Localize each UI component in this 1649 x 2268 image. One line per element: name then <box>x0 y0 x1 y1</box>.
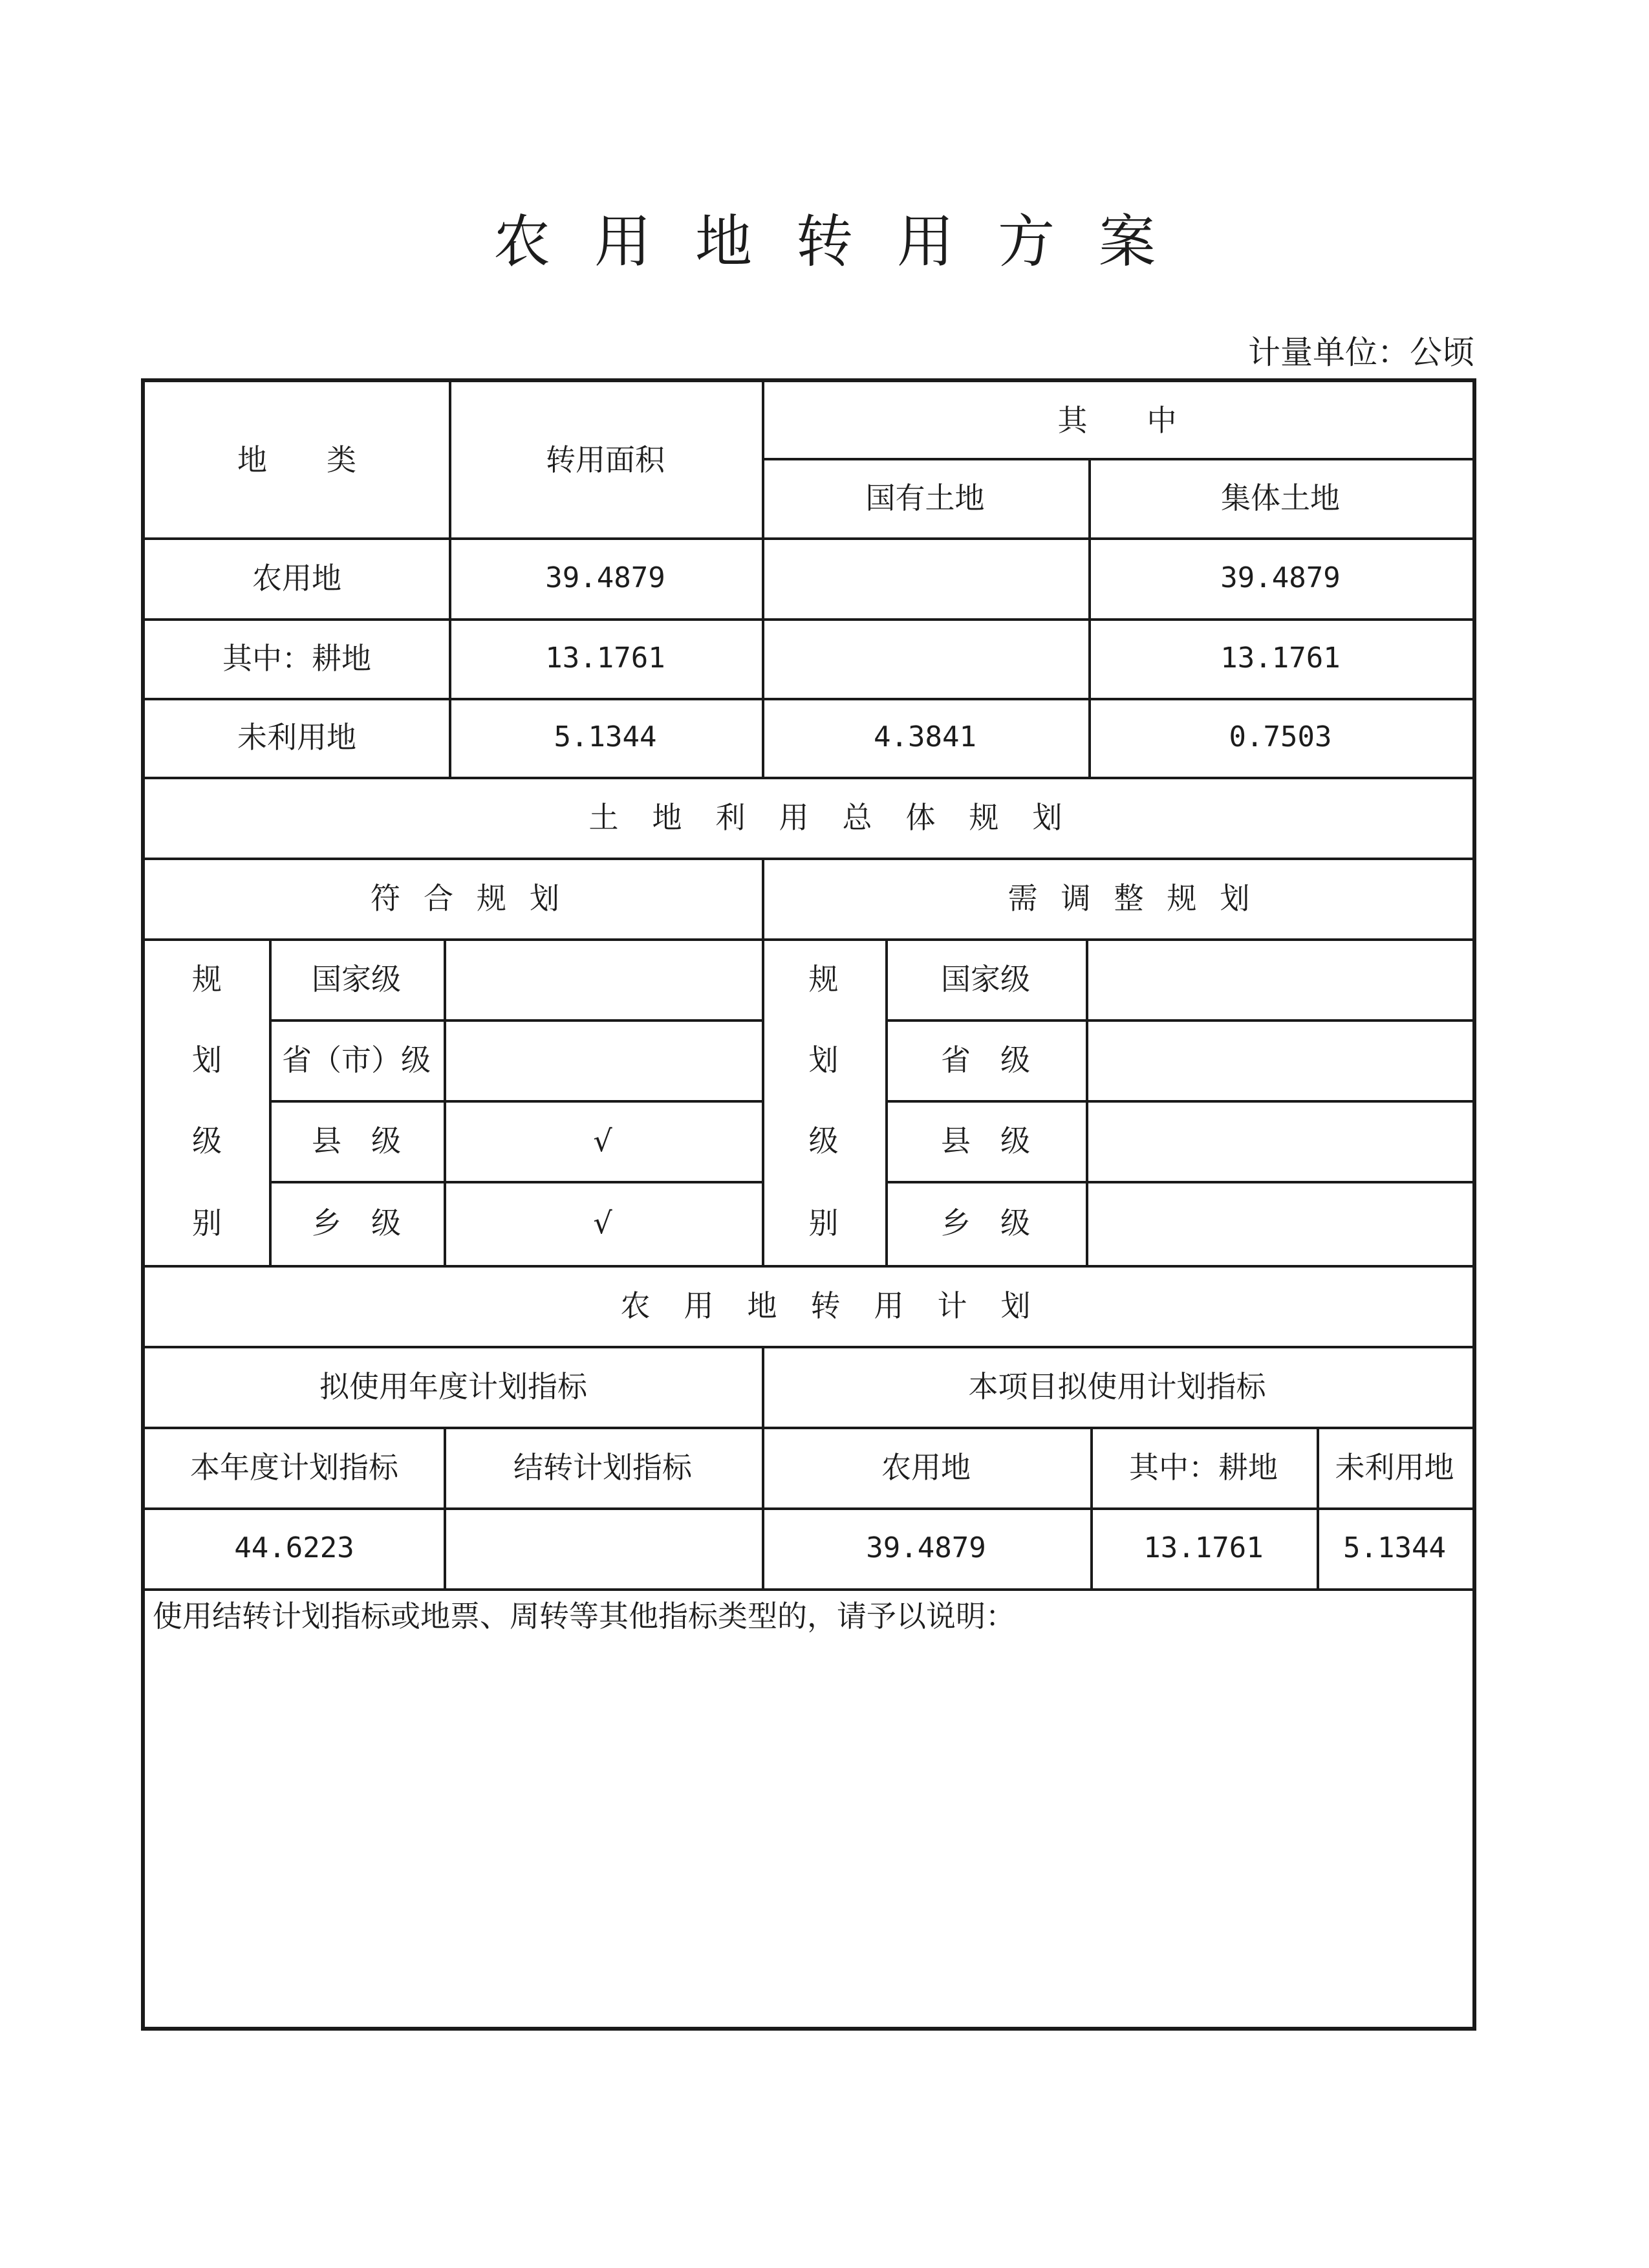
row-category: 其中：耕地 <box>222 640 371 676</box>
row-area: 39.4879 <box>545 561 665 594</box>
row-state <box>762 618 1088 698</box>
header-state-land: 国有土地 <box>865 480 985 515</box>
header-area: 转用面积 <box>546 442 665 477</box>
conform-side-label: 级 <box>192 1123 222 1158</box>
unit-label: 计量单位：公顷 <box>1248 334 1474 371</box>
note-text: 使用结转计划指标或地票、周转等其他指标类型的，请予以说明： <box>153 1599 1015 1634</box>
adjust-side-label: 划 <box>808 1042 839 1077</box>
page-title: 农用地转用方案 <box>493 208 1200 275</box>
row-area: 5.1344 <box>554 720 657 753</box>
row-category: 农用地 <box>252 560 341 596</box>
header-collective-land: 集体土地 <box>1221 480 1340 515</box>
adjust-title: 需调整规划 <box>1008 880 1273 916</box>
adjust-level: 县 级 <box>941 1123 1030 1158</box>
header-of-which: 其 中 <box>1057 402 1177 438</box>
farmland-value: 39.4879 <box>866 1531 986 1564</box>
adjust-level: 省 级 <box>941 1042 1030 1077</box>
conform-title: 符合规划 <box>371 880 583 916</box>
adjust-side-label: 级 <box>808 1123 839 1158</box>
cultivated-value: 13.1761 <box>1143 1531 1264 1564</box>
rule <box>145 1588 1472 1591</box>
conform-check <box>444 938 762 1019</box>
conform-side-label: 别 <box>192 1205 222 1240</box>
row-collective: 39.4879 <box>1220 561 1341 594</box>
row-category: 未利用地 <box>237 720 356 755</box>
row-collective: 0.7503 <box>1229 720 1332 753</box>
row-state: 4.3841 <box>874 720 976 753</box>
annual-plan-value: 44.6223 <box>234 1531 354 1564</box>
adjust-check <box>1086 1100 1472 1181</box>
planning-section-title: 土地利用总体规划 <box>588 799 1096 835</box>
conform-check: √ <box>593 1205 612 1240</box>
conform-side-label: 划 <box>192 1042 222 1077</box>
conversion-section-title: 农用地转用计划 <box>620 1288 1064 1323</box>
conform-check: √ <box>593 1123 612 1158</box>
row-area: 13.1761 <box>545 641 665 675</box>
carryover-plan-value <box>444 1507 762 1588</box>
adjust-check <box>1086 1181 1472 1265</box>
row-collective: 13.1761 <box>1220 641 1341 675</box>
conform-check <box>444 1019 762 1100</box>
adjust-side-label: 规 <box>808 961 839 997</box>
project-col-header: 其中：耕地 <box>1129 1449 1278 1485</box>
adjust-check <box>1086 1019 1472 1100</box>
conform-level: 县 级 <box>312 1123 401 1158</box>
annual-col-header: 本年度计划指标 <box>190 1449 398 1485</box>
conform-level: 省（市）级 <box>282 1042 431 1077</box>
annual-plan-header: 拟使用年度计划指标 <box>319 1368 587 1404</box>
conform-level: 国家级 <box>312 961 401 997</box>
adjust-level: 乡 级 <box>941 1205 1030 1240</box>
project-col-header: 农用地 <box>881 1449 971 1485</box>
adjust-level: 国家级 <box>941 961 1030 997</box>
project-plan-header: 本项目拟使用计划指标 <box>968 1368 1266 1404</box>
adjust-check <box>1086 938 1472 1019</box>
form-table <box>141 378 1476 2031</box>
unused-value: 5.1344 <box>1343 1531 1446 1564</box>
header-category: 地 类 <box>237 442 356 477</box>
adjust-side-label: 别 <box>808 1205 839 1240</box>
conform-side-label: 规 <box>192 961 222 997</box>
row-state <box>762 537 1088 618</box>
project-col-header: 未利用地 <box>1335 1449 1454 1485</box>
annual-col-header: 结转计划指标 <box>513 1449 692 1485</box>
conform-level: 乡 级 <box>312 1205 401 1240</box>
